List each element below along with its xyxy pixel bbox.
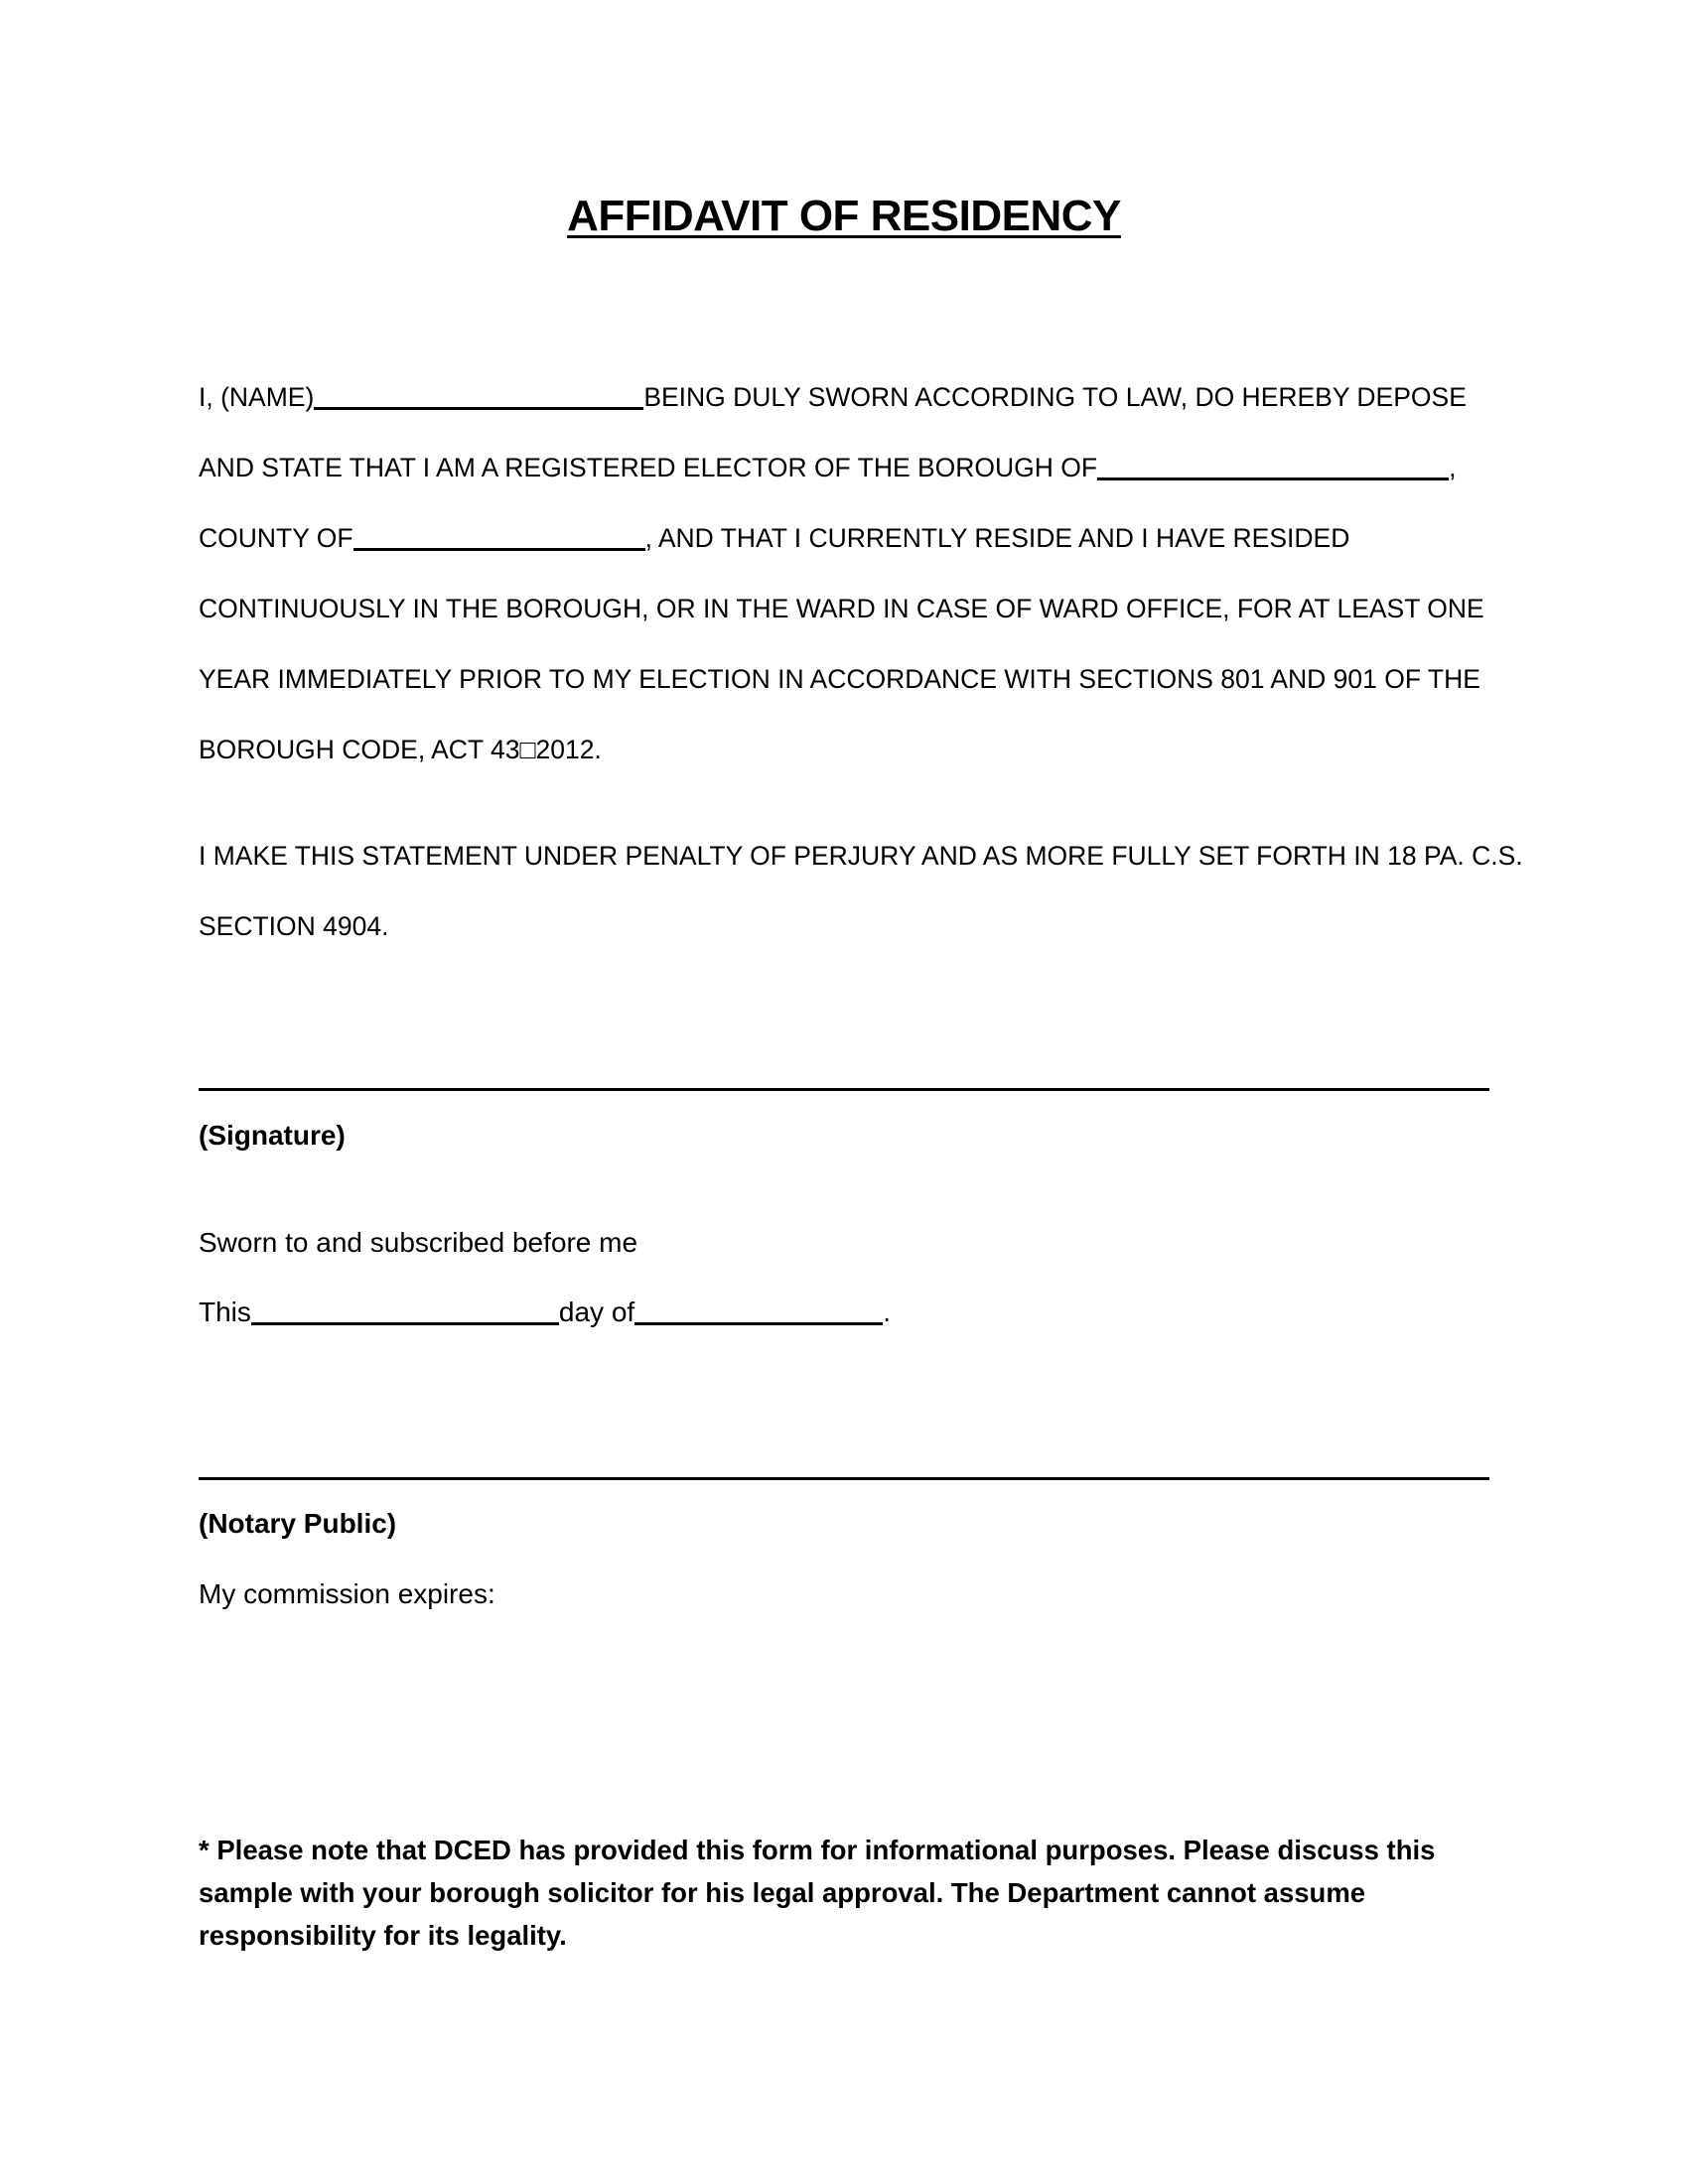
this-label: This [199,1297,251,1327]
signature-label: (Signature) [199,1120,346,1151]
notary-signature-line[interactable] [199,1477,1489,1480]
paragraph-line [199,503,1489,574]
signature-line[interactable] [199,1088,1489,1091]
paragraph-line: BOROUGH CODE, ACT 43□2012. [199,735,602,764]
sworn-statement: Sworn to and subscribed before me [199,1227,638,1258]
name-blank-field[interactable] [314,381,643,410]
affidavit-paragraph [199,362,1489,785]
commission-expires-label: My commission expires: [199,1578,495,1609]
disclaimer-note: * Please note that DCED has provided this form for informational purposes. Please discuss this sample with your borough solicitor for his legal approval. The Department cannot assume responsibility for its legality. [199,1835,1436,1951]
county-blank-field[interactable] [353,522,645,551]
paragraph-line [199,433,1489,503]
paragraph-line: CONTINUOUSLY IN THE BOROUGH, OR IN THE WARD IN CASE OF WARD OFFICE, FOR AT LEAST ONE [199,594,1484,623]
perjury-paragraph [199,821,1523,962]
date-line [199,1295,891,1330]
paragraph-text: , AND THAT I CURRENTLY RESIDE AND I HAVE RESIDED [644,523,1350,553]
county-label: COUNTY OF [199,523,353,553]
paragraph-line [199,362,1489,433]
name-label: I, (NAME) [199,382,315,412]
paragraph-text: , [1449,453,1457,482]
paragraph-line: I MAKE THIS STATEMENT UNDER PENALTY OF PERJURY AND AS MORE FULLY SET FORTH IN 18 PA. C.S. [199,841,1523,871]
month-blank-field[interactable] [634,1297,883,1325]
day-of-label: day of [558,1297,635,1327]
borough-blank-field[interactable] [1097,452,1449,480]
paragraph-line: YEAR IMMEDIATELY PRIOR TO MY ELECTION IN ACCORDANCE WITH SECTIONS 801 AND 901 OF THE [199,664,1480,694]
paragraph-line: SECTION 4904. [199,911,389,941]
document-title: AFFIDAVIT OF RESIDENCY [567,192,1121,240]
paragraph-text: BEING DULY SWORN ACCORDING TO LAW, DO HEREBY DEPOSE [643,382,1467,412]
day-blank-field[interactable] [251,1297,559,1325]
period: . [883,1297,891,1327]
notary-label: (Notary Public) [199,1508,397,1539]
borough-label: AND STATE THAT I AM A REGISTERED ELECTOR OF THE BOROUGH OF [199,453,1098,482]
